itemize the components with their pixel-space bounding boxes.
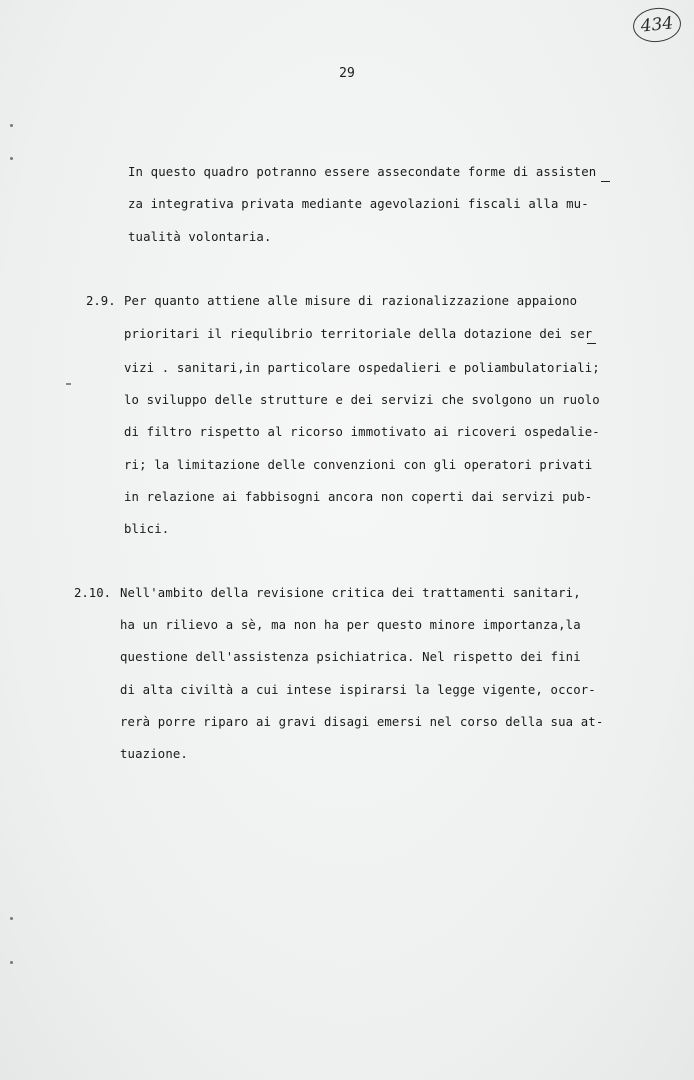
- margin-speck: [10, 157, 13, 160]
- archive-stamp: 434: [631, 6, 682, 45]
- underline-mark: [587, 343, 596, 344]
- text-line: Nell'ambito della revisione critica dei trattamenti sanitari,: [120, 586, 581, 600]
- margin-speck: [10, 961, 13, 964]
- underline-mark: [601, 181, 610, 182]
- text-line: ri; la limitazione delle convenzioni con gli operatori privati: [124, 458, 593, 472]
- section-number: 2.10.: [74, 586, 112, 600]
- text-line: blici.: [124, 522, 170, 536]
- margin-speck: [10, 917, 13, 920]
- text-line: In questo quadro potranno essere assecondate forme di assisten: [128, 165, 597, 179]
- text-line: za integrativa privata mediante agevolazioni fiscali alla mu-: [128, 197, 589, 211]
- text-line: tuazione.: [120, 747, 188, 761]
- margin-mark: [66, 383, 71, 385]
- text-line: in relazione ai fabbisogni ancora non coperti dai servizi pub-: [124, 490, 593, 504]
- text-line: Per quanto attiene alle misure di razionalizzazione appaiono: [124, 294, 578, 308]
- text-line: ha un rilievo a sè, ma non ha per questo minore importanza,la: [120, 618, 581, 632]
- text-line: rerà porre riparo ai gravi disagi emersi nel corso della sua at-: [120, 715, 604, 729]
- text-line: prioritari il riequlibrio territoriale della dotazione dei ser: [124, 327, 593, 341]
- text-line: di alta civiltà a cui intese ispirarsi la legge vigente, occor-: [120, 683, 596, 697]
- text-line: lo sviluppo delle strutture e dei servizi che svolgono un ruolo: [124, 393, 600, 407]
- section-number: 2.9.: [86, 294, 116, 308]
- margin-speck: [10, 124, 13, 127]
- text-line: vizi . sanitari,in particolare ospedalieri e poliambulatoriali;: [124, 361, 600, 375]
- text-line: questione dell'assistenza psichiatrica. Nel rispetto dei fini: [120, 650, 581, 664]
- page-number: 29: [339, 66, 355, 81]
- text-line: tualità volontaria.: [128, 230, 272, 244]
- text-line: di filtro rispetto al ricorso immotivato ai ricoveri ospedalie-: [124, 425, 600, 439]
